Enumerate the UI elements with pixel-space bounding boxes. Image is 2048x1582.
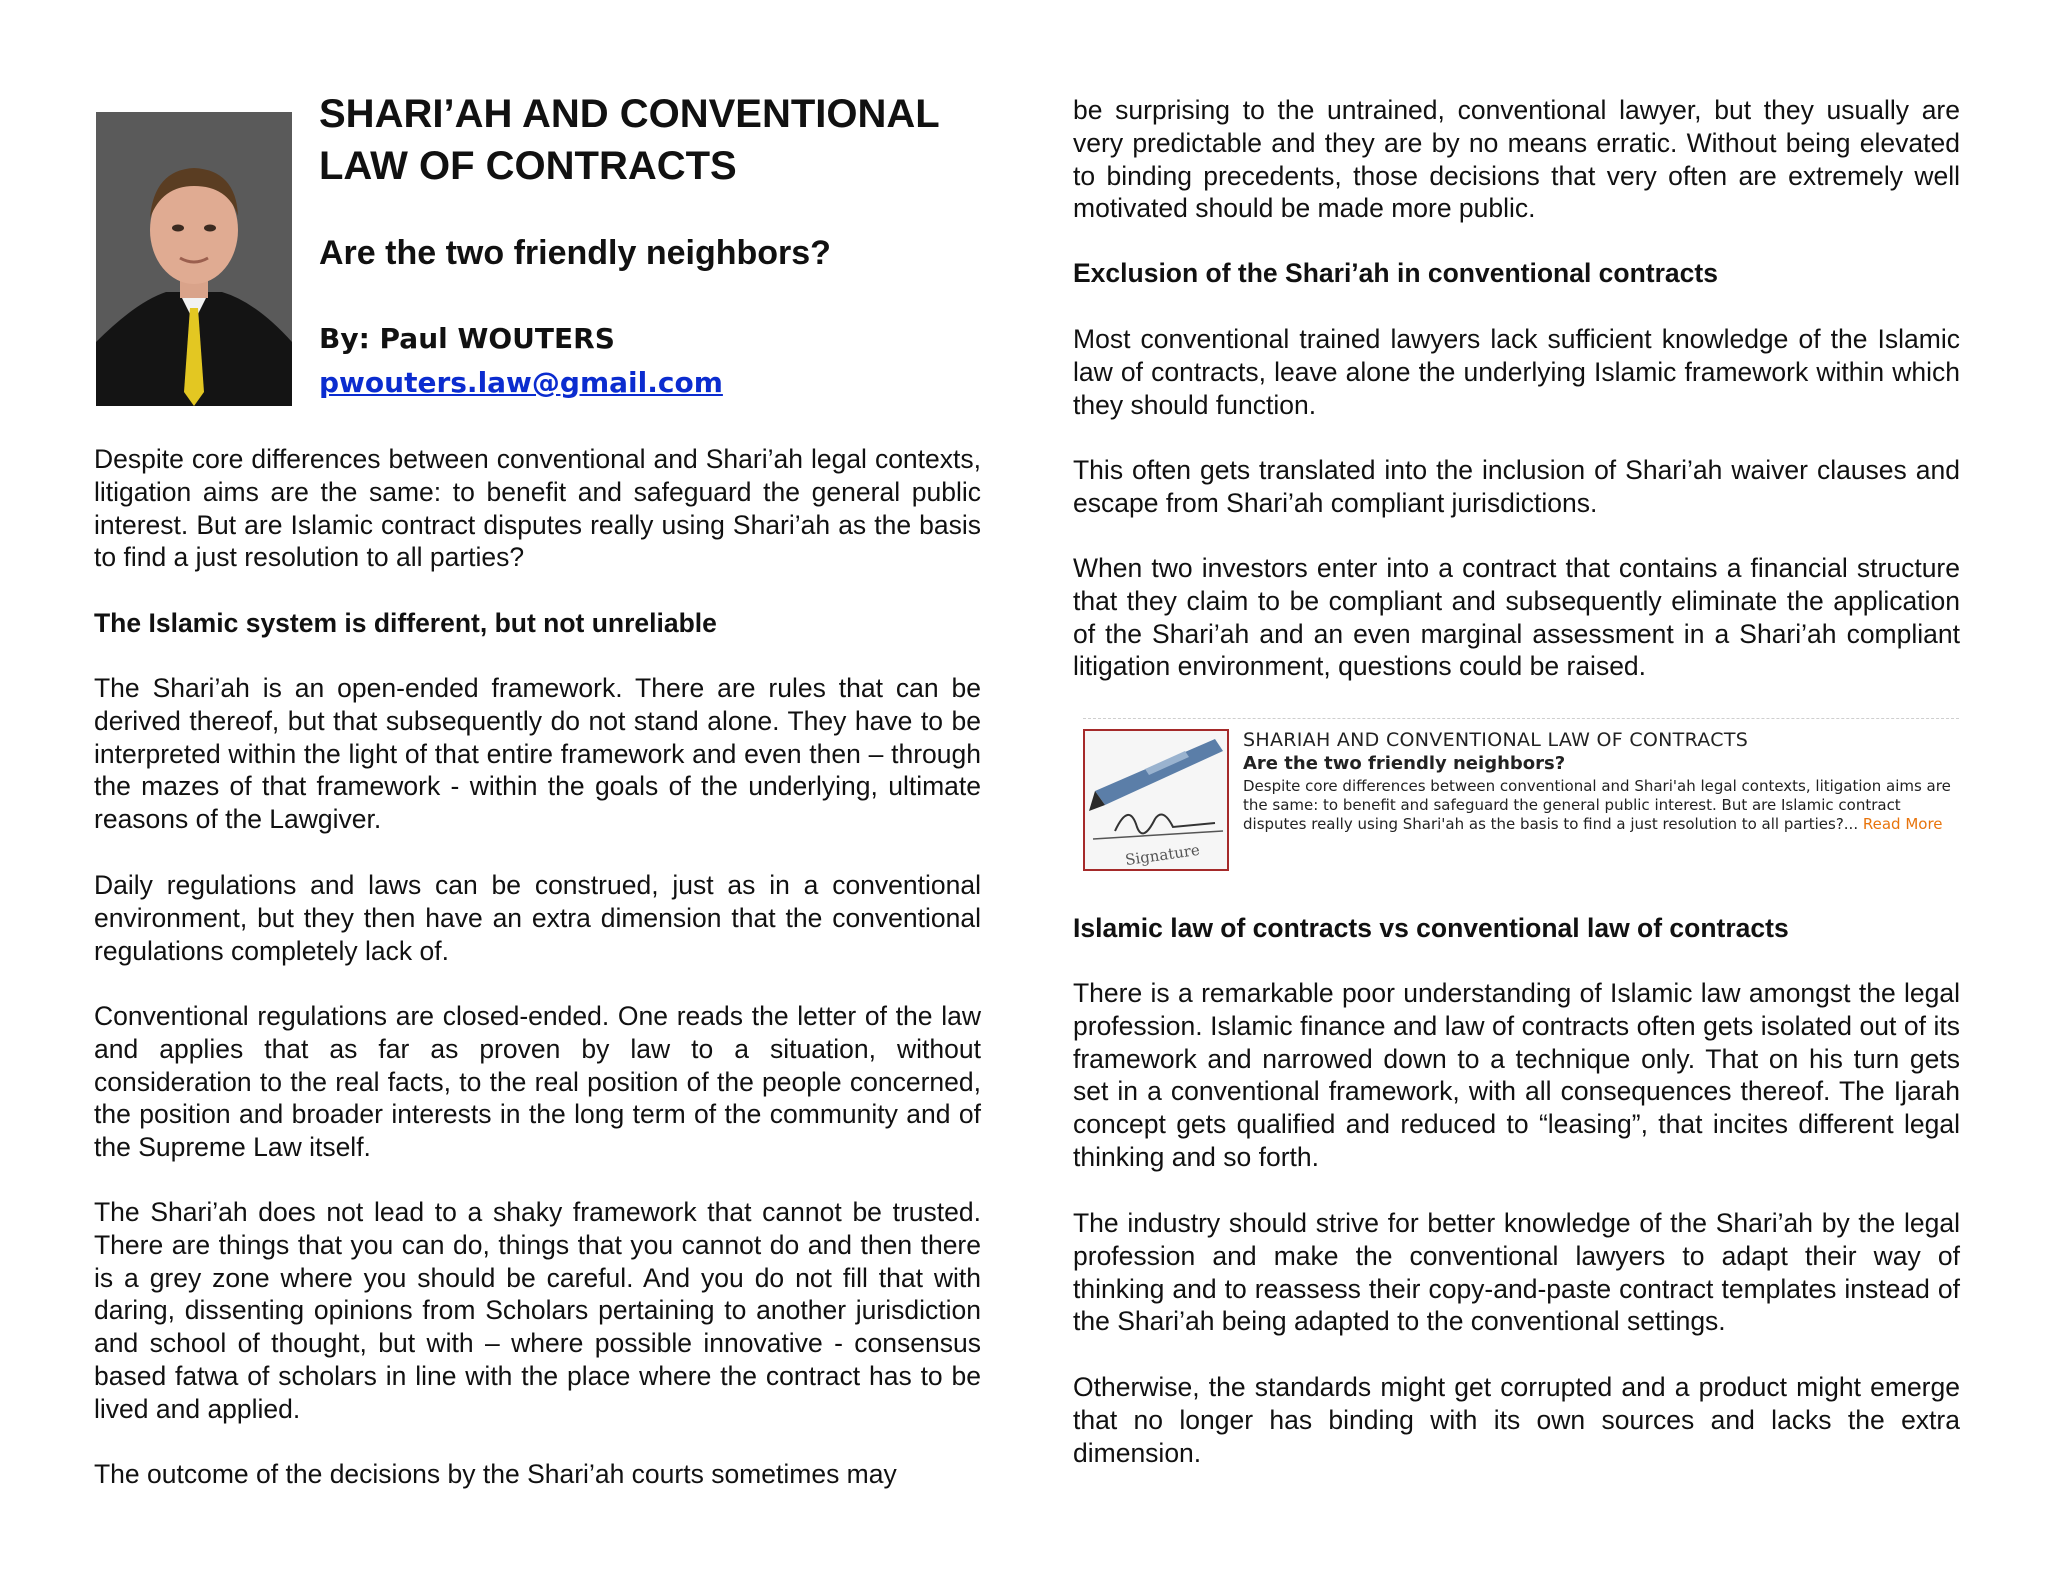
card-excerpt: [1243, 777, 1963, 834]
card-subtitle: Are the two friendly neighbors?: [1243, 753, 1566, 774]
paragraph-industry-strive: The industry should strive for better knowledge of the Shari’ah by the legal profession and make the conventional lawyers to adapt their way of thinking and to reassess their copy-and-paste contract templates instead of the Shari’ah being adapted to the conventional settings.: [1073, 1208, 1960, 1337]
paragraph-two-investors: When two investors enter into a contract that contains a financial structure that they claim to be compliant and subsequently eliminate the application of the Shari’ah and an even marginal assessment in a Shari’ah compliant litigation environment, questions could be raised.: [1073, 553, 1960, 682]
author-email-link[interactable]: pwouters.law@gmail.com: [319, 366, 723, 399]
related-article-card[interactable]: [1083, 718, 1959, 875]
paragraph-shaky-framework: The Shari’ah does not lead to a shaky framework that cannot be trusted. There are things that you can do, things that you cannot do and then there is a grey zone where you should be careful. And you do not fill that with daring, dissenting opinions from Scholars pertaining to another jurisdiction and school of thought, but with – where possible innovative - consensus based fatwa of scholars in line with the place where the contract has to be lived and applied.: [94, 1197, 981, 1424]
paragraph-closed-ended: Conventional regulations are closed-ended. One reads the letter of the law and applies that as far as proven by law to a situation, without consideration to the real facts, to the real position of the people concerned, the position and broader interests in the long term of the community and of the Supreme Law itself.: [94, 1001, 981, 1163]
paragraph-waiver-clauses: This often gets translated into the inclusion of Shari’ah waiver clauses and escape from Shari’ah compliant jurisdictions.: [1073, 455, 1960, 518]
article-title: SHARI’AH AND CONVENTIONAL LAW OF CONTRACTS: [319, 92, 940, 188]
paragraph-surprising: be surprising to the untrained, conventional lawyer, but they usually are very predictable and they are by no means erratic. Without being elevated to binding precedents, those decisions that very often are extremely well motivated should be made more public.: [1073, 95, 1960, 224]
read-more-link[interactable]: Read More: [1862, 815, 1943, 833]
article-subtitle: Are the two friendly neighbors?: [319, 234, 831, 272]
section-heading-comparison: Islamic law of contracts vs conventional law of contracts: [1073, 913, 1789, 943]
section-heading-islamic-system: The Islamic system is different, but not unreliable: [94, 608, 717, 638]
pen-icon: [1085, 731, 1227, 869]
intro-paragraph: Despite core differences between conventional and Shari’ah legal contexts, litigation aims are the same: to benefit and safeguard the general public interest. But are Islamic contract disputes really using Shari’ah as the basis to find a just resolution to all parties?: [94, 444, 981, 573]
paragraph-standards-corrupted: Otherwise, the standards might get corrupted and a product might emerge that no longer has binding with its own sources and lacks the extra dimension.: [1073, 1372, 1960, 1468]
paragraph-outcome-decisions: The outcome of the decisions by the Shari’ah courts sometimes may: [94, 1459, 897, 1489]
signature-label: Signature: [1124, 840, 1201, 869]
section-heading-exclusion: Exclusion of the Shari’ah in conventional contracts: [1073, 258, 1718, 288]
paragraph-poor-understanding: There is a remarkable poor understanding of Islamic law amongst the legal profession. Islamic finance and law of contracts often gets isolated out of its framework and narrowed down to a technique only. That on his turn gets set in a conventional framework, with all consequences thereof. The Ijarah concept gets qualified and reduced to “leasing”, that incites different legal thinking and so forth.: [1073, 978, 1960, 1172]
paragraph-open-ended-framework: The Shari’ah is an open-ended framework. There are rules that can be derived thereof, but that subsequently do not stand alone. They have to be interpreted within the light of that entire framework and even then – through the mazes of that framework - within the goals of the underlying, ultimate reasons of the Lawgiver.: [94, 673, 981, 835]
card-title[interactable]: SHARIAH AND CONVENTIONAL LAW OF CONTRACTS: [1243, 729, 1749, 751]
paragraph-daily-regulations: Daily regulations and laws can be construed, just as in a conventional environment, but they then have an extra dimension that the conventional regulations completely lack of.: [94, 870, 981, 966]
card-excerpt-text: Despite core differences between conventional and Shari'ah legal contexts, litigation aims are the same: to benefit and safeguard the general public interest. But are Islamic contract disputes really using Shari'ah as the basis to find a just resolution to all parties?...: [1243, 777, 1951, 833]
author-portrait-image: [96, 112, 292, 406]
author-photo: [96, 112, 292, 406]
paragraph-lawyers-lack-knowledge: Most conventional trained lawyers lack sufficient knowledge of the Islamic law of contracts, leave alone the underlying Islamic framework within which they should function.: [1073, 324, 1960, 420]
signature-pen-image: [1083, 729, 1229, 871]
author-byline: By: Paul WOUTERS: [319, 322, 615, 355]
